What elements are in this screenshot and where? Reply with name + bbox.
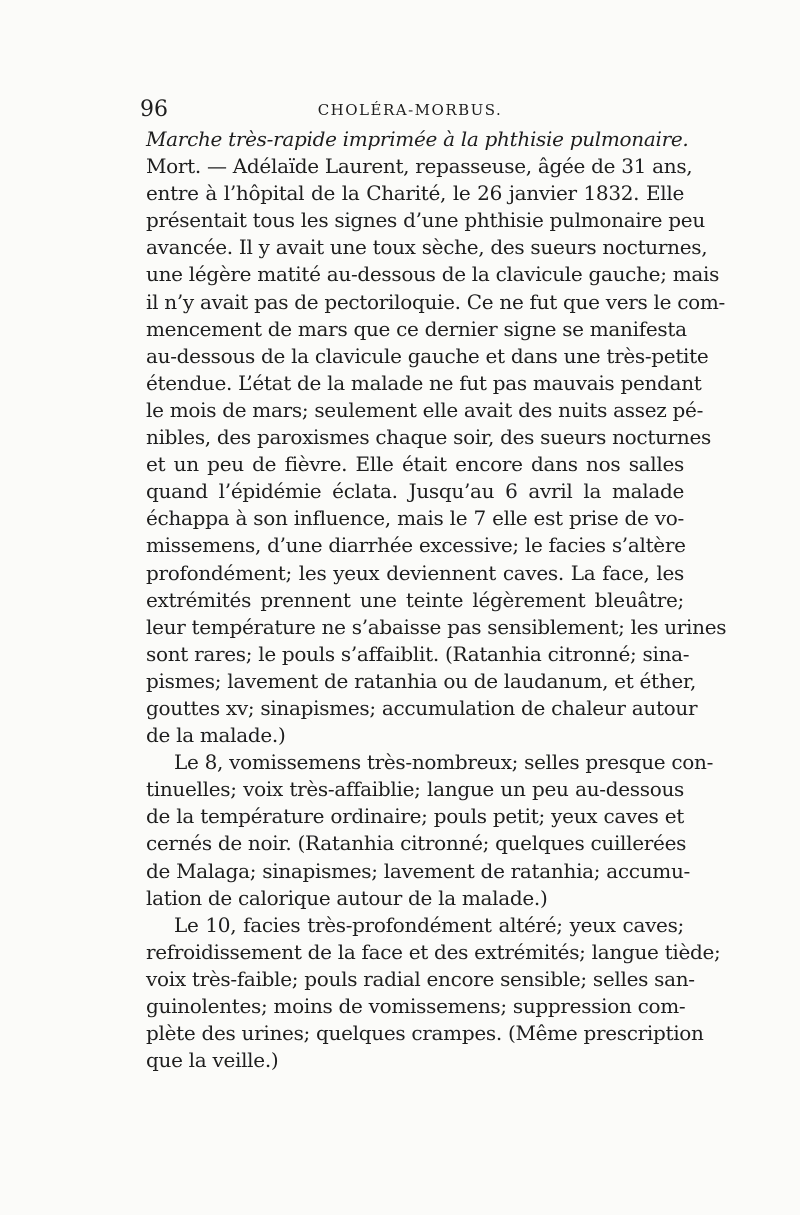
text-line: que la veille.) <box>146 1048 279 1073</box>
paragraph <box>146 126 727 749</box>
text-line: plète des urines; quelques crampes. (Même prescription <box>146 1021 704 1046</box>
text-line: échappa à son influence, mais le 7 elle est prise de vo- <box>146 506 684 531</box>
text-line: Marche très-rapide imprimée à la phthisie pulmonaire. <box>146 127 689 151</box>
text-line: nibles, des paroxismes chaque soir, des sueurs nocturnes <box>146 425 711 450</box>
paragraph <box>146 749 714 912</box>
text-line: Mort. — Adélaïde Laurent, repasseuse, âgée de 31 ans, <box>146 154 693 179</box>
text-line: étendue. L’état de la malade ne fut pas mauvais pendant <box>146 370 702 395</box>
text-line: pismes; lavement de ratanhia ou de laudanum, et éther, <box>146 668 697 693</box>
text-line: guinolentes; moins de vomissemens; suppression com- <box>146 994 686 1018</box>
text-line: cernés de noir. (Ratanhia citronné; quelques cuillerées <box>146 831 687 856</box>
text-line: le mois de mars; seulement elle avait des nuits assez pé- <box>146 397 704 422</box>
text-line: au-dessous de la clavicule gauche et dans une très-petite <box>146 343 709 368</box>
text-line: missemens, d’une diarrhée excessive; le facies s’altère <box>146 533 686 558</box>
page-body <box>146 126 727 1074</box>
text-line: entre à l’hôpital de la Charité, le 26 janvier 1832. Elle <box>146 181 684 206</box>
text-line: et un peu de fièvre. Elle était encore dans nos salles <box>146 452 684 477</box>
text-line: profondément; les yeux deviennent caves. La face, les <box>146 560 684 585</box>
page-header <box>140 96 680 124</box>
running-title: CHOLÉRA-MORBUS. <box>317 101 503 119</box>
text-line: de Malaga; sinapismes; lavement de ratanhia; accumu- <box>146 858 690 883</box>
text-line: présentait tous les signes d’une phthisie pulmonaire peu <box>146 208 705 233</box>
paragraph <box>146 912 721 1075</box>
text-line: mencement de mars que ce dernier signe se manifesta <box>146 316 687 341</box>
text-line: voix très-faible; pouls radial encore sensible; selles san- <box>146 966 695 991</box>
text-line: Le 10, facies très-profondément altéré; yeux caves; <box>174 912 684 937</box>
text-line: une légère matité au-dessous de la clavicule gauche; mais <box>146 262 720 287</box>
text-line: gouttes xv; sinapismes; accumulation de chaleur autour <box>146 695 698 720</box>
text-line: quand l’épidémie éclata. Jusqu’au 6 avril la malade <box>146 479 684 504</box>
text-line: il n’y avait pas de pectoriloquie. Ce ne fut que vers le com- <box>146 289 725 314</box>
text-line: refroidissement de la face et des extrémités; langue tiède; <box>146 939 721 964</box>
text-line: tinuelles; voix très-affaiblie; langue un peu au-dessous <box>146 777 684 802</box>
page-number: 96 <box>140 97 168 122</box>
text-line: sont rares; le pouls s’affaiblit. (Ratanhia citronné; sina- <box>146 641 690 666</box>
text-line: extrémités prennent une teinte légèrement bleuâtre; <box>146 587 684 612</box>
text-line: de la température ordinaire; pouls petit; yeux caves et <box>146 804 684 829</box>
text-line: Le 8, vomissemens très-nombreux; selles presque con- <box>174 750 714 775</box>
text-line: leur température ne s’abaisse pas sensiblement; les urines <box>146 614 727 639</box>
text-line: avancée. Il y avait une toux sèche, des sueurs nocturnes, <box>146 235 708 260</box>
text-line: de la malade.) <box>146 723 286 748</box>
text-line: lation de calorique autour de la malade.) <box>146 885 548 910</box>
